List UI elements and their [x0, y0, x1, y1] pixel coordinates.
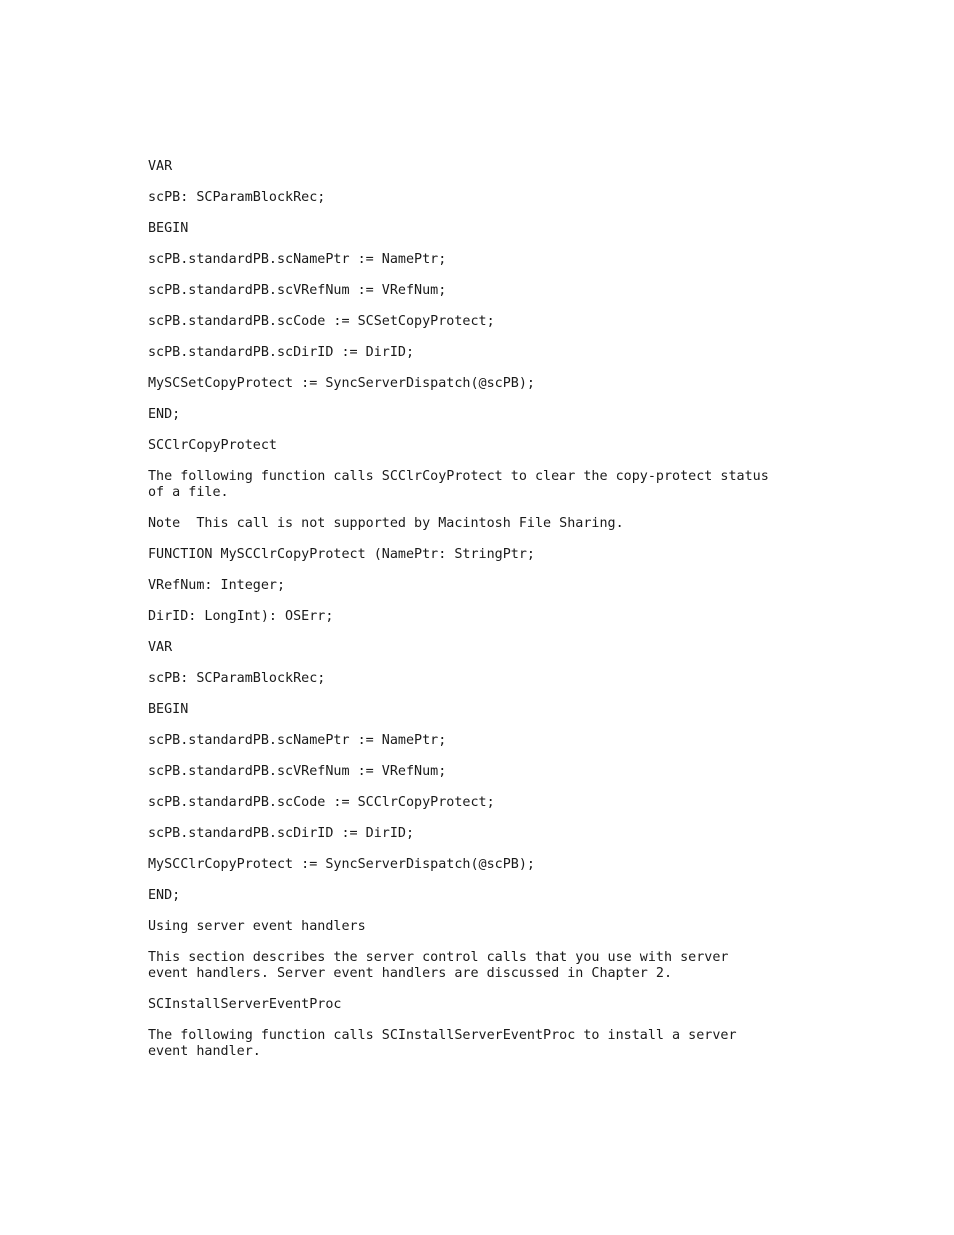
code-line-begin: BEGIN — [148, 221, 189, 236]
code-line-sccode: scPB.standardPB.scCode := SCClrCopyProtect; — [148, 795, 495, 810]
code-line-dispatch: MySCSetCopyProtect := SyncServerDispatch(@scPB); — [148, 376, 535, 391]
code-line-begin: BEGIN — [148, 702, 189, 717]
section-heading-scinstallservereventproc: SCInstallServerEventProc — [148, 997, 342, 1012]
code-line-nameptr: scPB.standardPB.scNamePtr := NamePtr; — [148, 252, 447, 267]
body-text-section-description: This section describes the server control calls that you use with server event handlers. Server event handlers are discussed in Chapter 2. — [148, 950, 729, 981]
code-line-param-vrefnum: VRefNum: Integer; — [148, 578, 286, 593]
note-text: Note This call is not supported by Macintosh File Sharing. — [148, 516, 624, 531]
code-line-end: END; — [148, 888, 181, 903]
code-line-vrefnum: scPB.standardPB.scVRefNum := VRefNum; — [148, 764, 447, 779]
code-line-nameptr: scPB.standardPB.scNamePtr := NamePtr; — [148, 733, 447, 748]
code-line-function: FUNCTION MySCClrCopyProtect (NamePtr: StringPtr; — [148, 547, 535, 562]
code-line-end: END; — [148, 407, 181, 422]
code-line-dispatch: MySCClrCopyProtect := SyncServerDispatch(@scPB); — [148, 857, 535, 872]
code-line-var: VAR — [148, 640, 173, 655]
code-line-dirid: scPB.standardPB.scDirID := DirID; — [148, 345, 415, 360]
code-line-vrefnum: scPB.standardPB.scVRefNum := VRefNum; — [148, 283, 447, 298]
document-body — [148, 159, 828, 1075]
section-heading-scclrcopyprotect: SCClrCopyProtect — [148, 438, 277, 453]
body-text-description: The following function calls SCClrCoyProtect to clear the copy-protect status of a file. — [148, 469, 769, 500]
code-line-param-dirid: DirID: LongInt): OSErr; — [148, 609, 334, 624]
code-line-scpb-decl: scPB: SCParamBlockRec; — [148, 671, 326, 686]
code-line-sccode: scPB.standardPB.scCode := SCSetCopyProtect; — [148, 314, 495, 329]
code-line-dirid: scPB.standardPB.scDirID := DirID; — [148, 826, 415, 841]
code-line-var: VAR — [148, 159, 173, 174]
code-line-scpb-decl: scPB: SCParamBlockRec; — [148, 190, 326, 205]
body-text-install-description: The following function calls SCInstallServerEventProc to install a server event handler. — [148, 1028, 737, 1059]
section-heading-server-event-handlers: Using server event handlers — [148, 919, 366, 934]
